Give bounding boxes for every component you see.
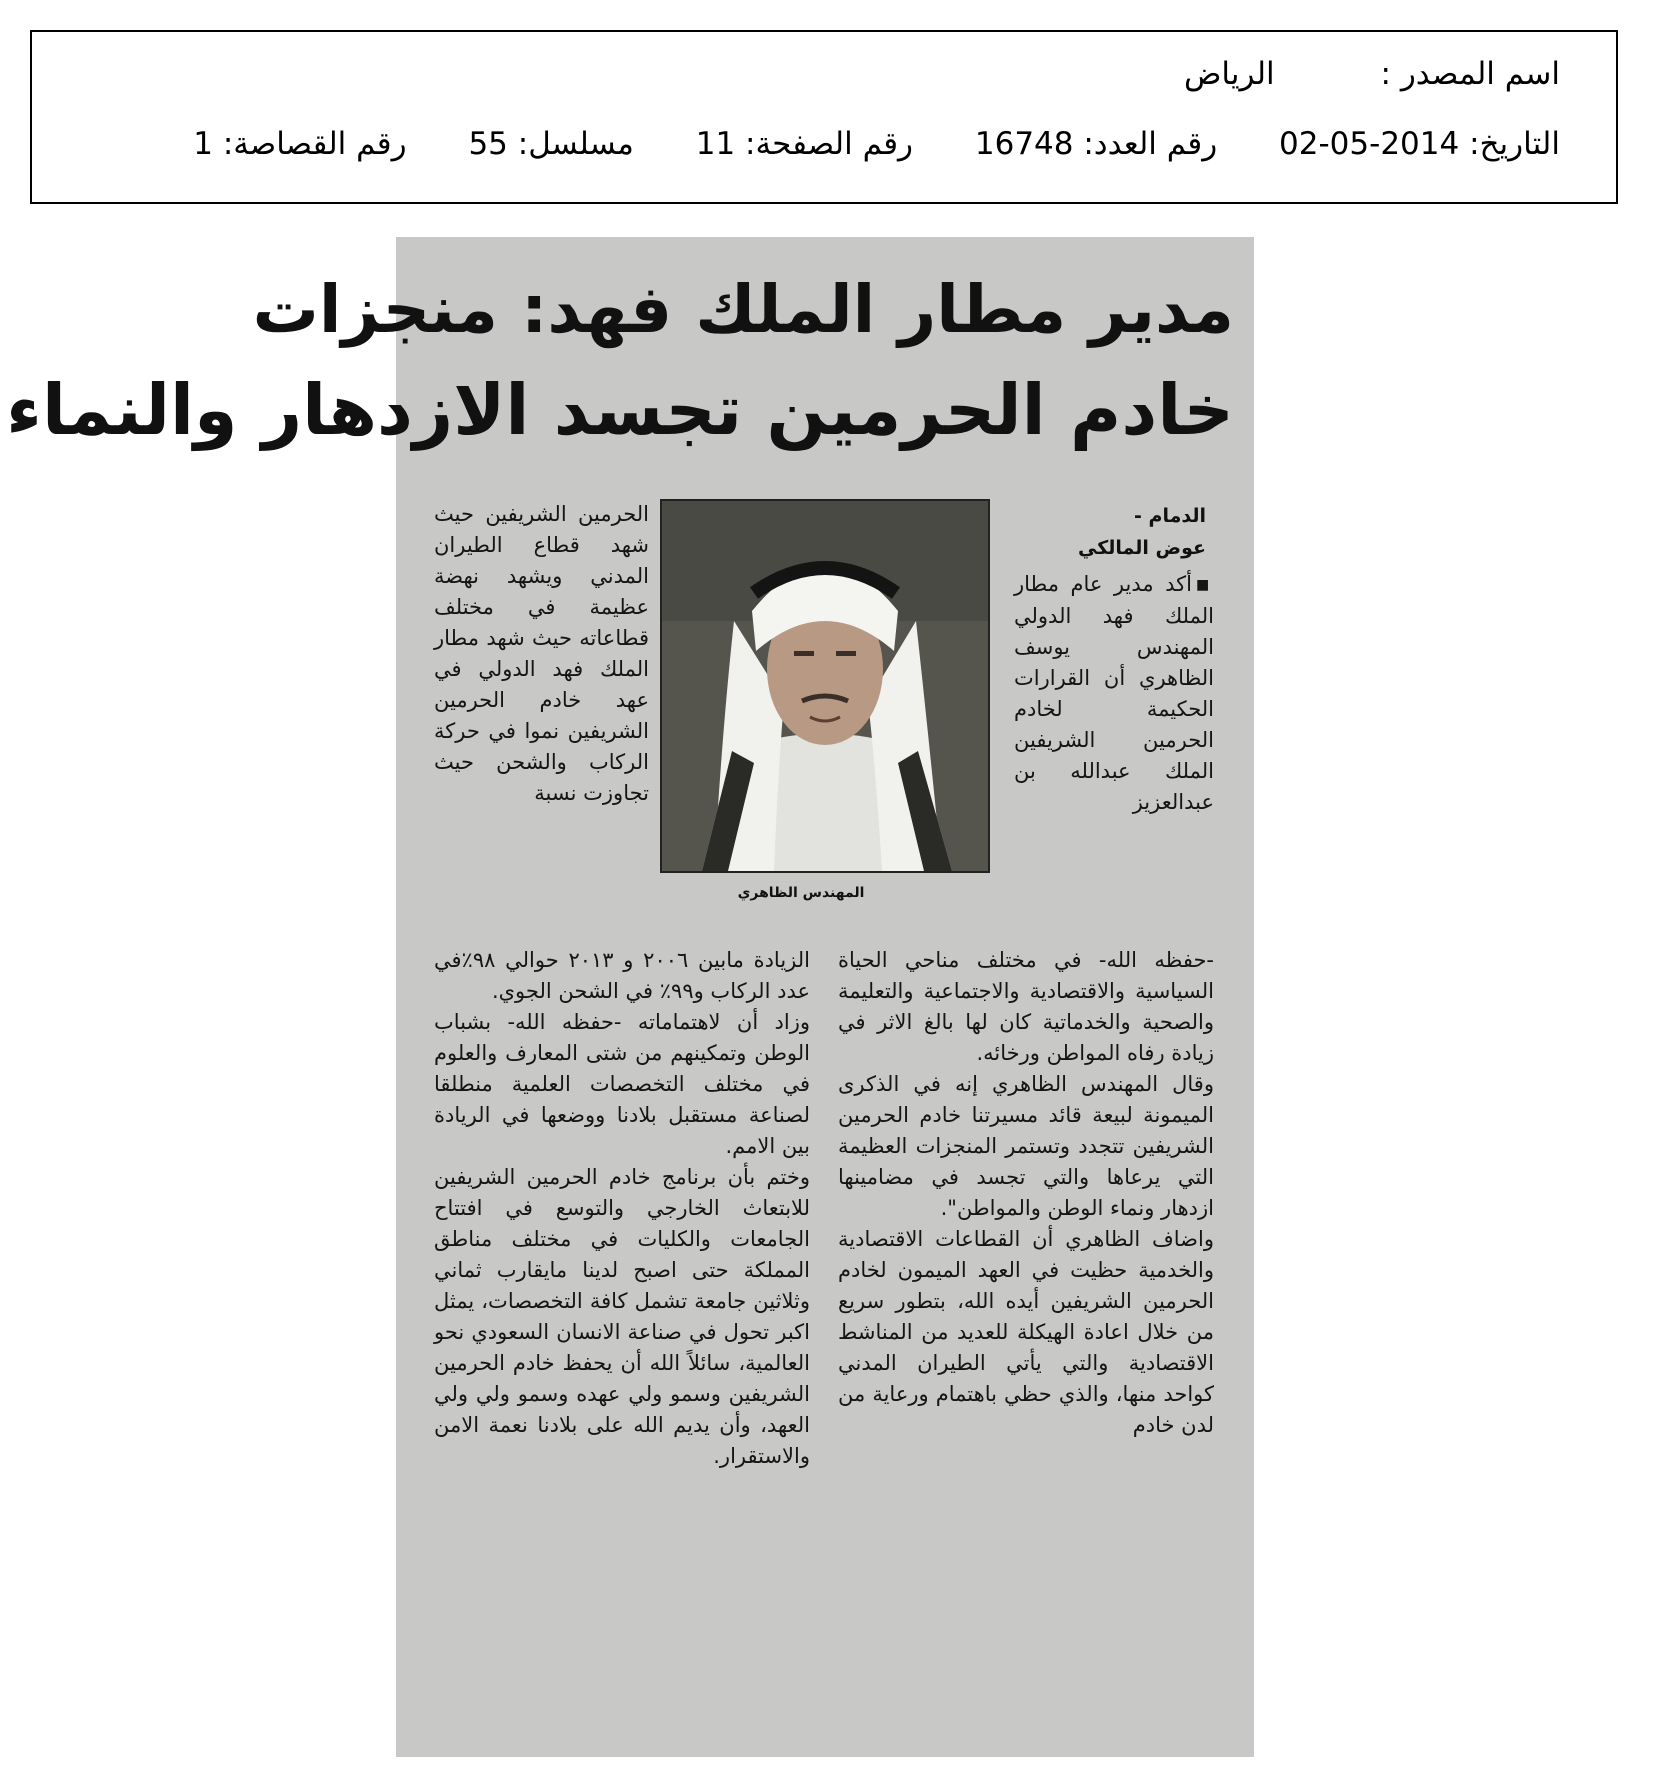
details-row: [193, 126, 1560, 162]
headline-line-1: مدير مطار الملك فهد: منجزات: [252, 271, 1234, 348]
issue-value: 16748: [974, 126, 1074, 162]
newspaper-clipping: [6, 237, 1254, 1757]
article-paragraph-text: أكد مدير عام مطار الملك فهد الدولي المهندس يوسف الظاهري أن القرارات الحكيمة لخادم الحرمين الشريفين الملك عبدالله بن عبدالعزيز: [1014, 572, 1214, 814]
date-value: 2014-05-02: [1279, 126, 1460, 162]
headline-line-2: خادم الحرمين تجسد الازدهار والنماء: [6, 369, 1234, 451]
article-paragraph: واضاف الظاهري أن القطاعات الاقتصادية والخدمية حظيت في العهد الميمون لخادم الحرمين الشريفين أيده الله، بتطور سريع من خلال اعادة الهيكلة للعديد من المناشط الاقتصادية والتي يأتي الطيران المدني كواحد منها، والذي حظي باهتمام ورعاية من لدن خادم: [838, 1227, 1214, 1437]
article-paragraph: الحرمين الشريفين حيث شهد قطاع الطيران المدني ويشهد نهضة عظيمة في مختلف قطاعاته حيث شهد مطار الملك فهد الدولي في عهد خادم الحرمين الشريفين نموا في حركة الركاب والشحن حيث تجاوزت نسبة: [434, 502, 649, 805]
page-field: [696, 126, 913, 162]
photo-caption: المهندس الظاهري: [737, 885, 865, 901]
article-column-left-bottom: [434, 945, 810, 1472]
article-column-left-top: [434, 499, 649, 809]
source-row: [1184, 56, 1560, 92]
byline-city: الدمام -: [1134, 505, 1206, 527]
article-paragraph: وختم بأن برنامج خادم الحرمين الشريفين للابتعاث الخارجي والتوسع في افتتاح الجامعات والكليات في مختلف مناطق المملكة حتى اصبح لدينا مايقارب ثماني وثلاثين جامعة تشمل كافة التخصصات، يمثل اكبر تحول في صناعة الانسان السعودي نحو العالمية، سائلاً الله أن يحفظ خادم الحرمين الشريفين وسمو ولي عهده وسمو ولي ولي العهد، وأن يديم الله على بلادنا نعمة الامن والاستقرار.: [434, 1165, 810, 1468]
serial-value: 55: [468, 126, 508, 162]
article-paragraph: وقال المهندس الظاهري إنه في الذكرى الميمونة لبيعة قائد مسيرتنا خادم الحرمين الشريفين تتجدد وتستمر المنجزات العظيمة التي يرعاها والتي تجسد في مضامينها ازدهار ونماء الوطن والمواطن".: [838, 1072, 1214, 1220]
article-column-right-bottom: [838, 945, 1214, 1441]
date-label: التاريخ:: [1469, 126, 1560, 162]
date-field: [1279, 126, 1560, 162]
article-column-right-top: [1014, 569, 1214, 818]
article-paragraph: -حفظه الله- في مختلف مناحي الحياة السياسية والاقتصادية والاجتماعية والتعليمة والصحية والخدماتية كان لها بالغ الاثر في زيادة رفاه المواطن ورخائه.: [838, 948, 1214, 1065]
article-paragraph: وزاد أن لاهتماماته -حفظه الله- بشباب الوطن وتمكينهم من شتى المعارف والعلوم في مختلف التخصصات العلمية منطلقا لصناعة مستقبل بلادنا ووضعها في الريادة بين الامم.: [434, 1010, 810, 1158]
issue-label: رقم العدد:: [1083, 126, 1218, 162]
source-label: اسم المصدر :: [1380, 56, 1560, 92]
byline-author: عوض المالكي: [1078, 537, 1206, 559]
article-paragraph: [1014, 569, 1214, 818]
source-name: الرياض: [1183, 56, 1275, 92]
clip-number-label: رقم القصاصة:: [222, 126, 407, 162]
portrait-photo: [660, 499, 990, 873]
clip-number-field: [193, 126, 406, 162]
clipping-metadata-box: [30, 30, 1618, 204]
page-value: 11: [695, 126, 736, 162]
issue-field: [975, 126, 1217, 162]
clip-number-value: 1: [193, 126, 213, 162]
serial-label: مسلسل:: [517, 126, 634, 162]
page-label: رقم الصفحة:: [745, 126, 914, 162]
serial-field: [468, 126, 633, 162]
square-bullet-icon: ■: [1195, 576, 1215, 593]
article-paragraph: الزيادة مابين ٢٠٠٦ و ٢٠١٣ حوالي ٩٨٪في عدد الركاب و٩٩٪ في الشحن الجوي.: [434, 948, 810, 1003]
